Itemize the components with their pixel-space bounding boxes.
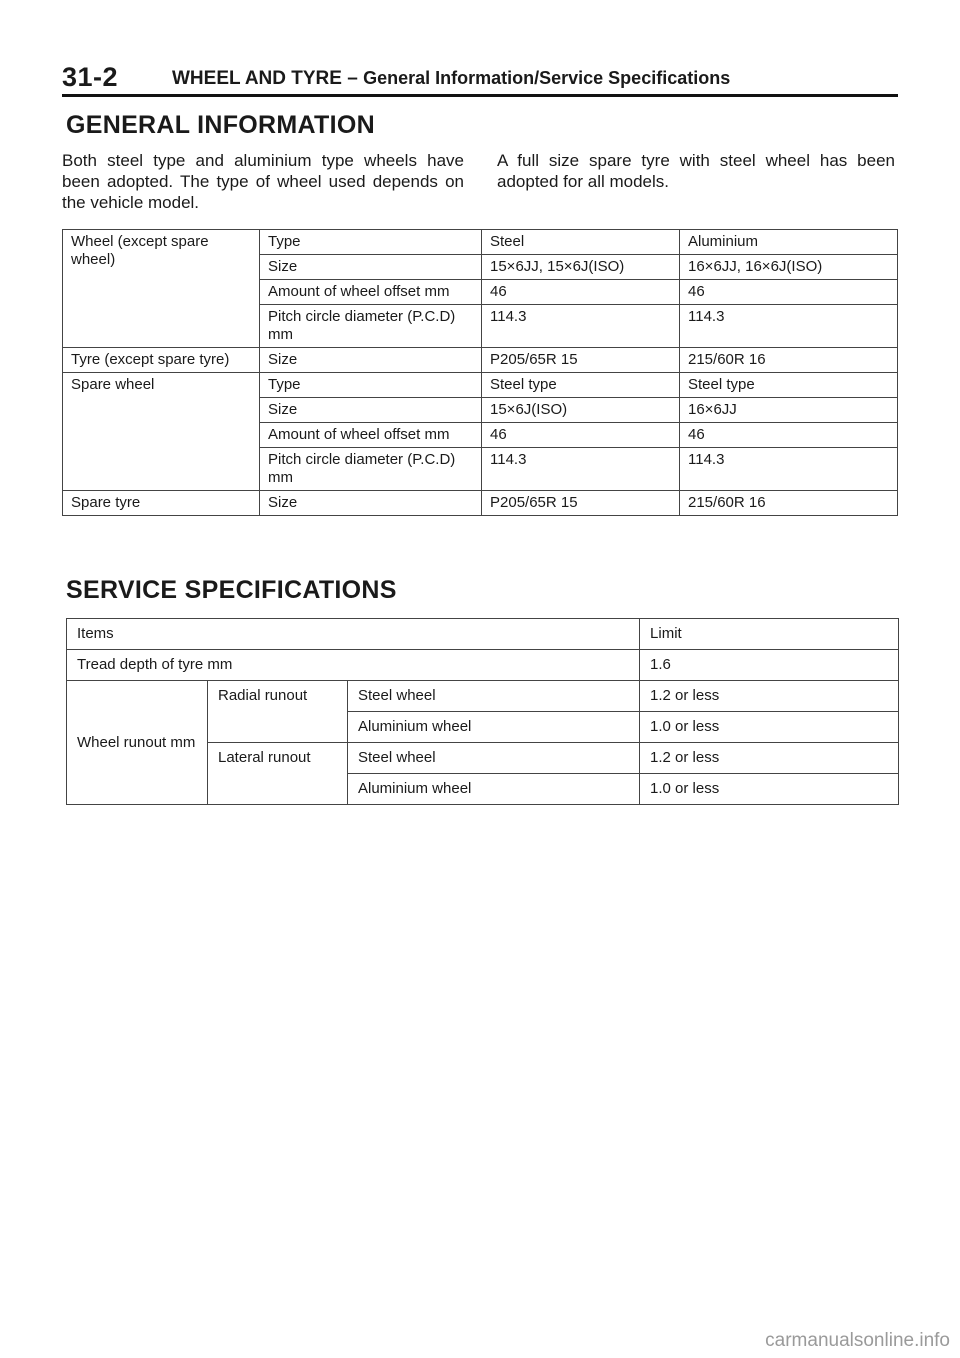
wheel-type: Aluminium wheel <box>348 712 640 743</box>
row-item: Type <box>260 373 482 398</box>
aluminium-value: 46 <box>680 280 898 305</box>
service-specifications-heading: SERVICE SPECIFICATIONS <box>66 576 397 604</box>
lateral-runout-label: Lateral runout <box>208 743 348 805</box>
items-header: Items <box>67 619 640 650</box>
row-item: Amount of wheel offset mm <box>260 423 482 448</box>
table-row <box>63 348 898 373</box>
spare-wheel-group-label: Spare wheel <box>63 373 260 491</box>
spare-tyre-group-label: Spare tyre <box>63 491 260 516</box>
wheel-type: Aluminium wheel <box>348 774 640 805</box>
aluminium-value: 114.3 <box>680 448 898 491</box>
page-title <box>172 68 730 90</box>
row-item: Size <box>260 255 482 280</box>
table-row <box>67 650 899 681</box>
general-info-table <box>62 229 898 516</box>
title-subtitle: General Information/Service Specifications <box>363 68 731 88</box>
page-header <box>62 58 898 97</box>
table-row <box>63 230 898 255</box>
steel-value: P205/65R 15 <box>482 348 680 373</box>
row-item: Size <box>260 491 482 516</box>
wheel-type: Steel wheel <box>348 681 640 712</box>
title-dash: – <box>347 68 358 89</box>
steel-value: Steel <box>482 230 680 255</box>
aluminium-value: Steel type <box>680 373 898 398</box>
service-spec-table <box>66 618 899 805</box>
intro-left-paragraph: Both steel type and aluminium type wheels have been adopted. The type of wheel used depends on the vehicle model. <box>62 151 464 212</box>
wheel-type: Steel wheel <box>348 743 640 774</box>
steel-value: 46 <box>482 280 680 305</box>
table-row <box>63 373 898 398</box>
tread-depth-label: Tread depth of tyre mm <box>67 650 640 681</box>
row-item: Type <box>260 230 482 255</box>
row-item: Size <box>260 348 482 373</box>
aluminium-value: Aluminium <box>680 230 898 255</box>
runout-limit: 1.0 or less <box>640 774 899 805</box>
wheel-runout-label: Wheel runout mm <box>67 681 208 805</box>
site-watermark: carmanualsonline.info <box>765 1330 950 1351</box>
table-row <box>63 491 898 516</box>
wheel-group-label: Wheel (except spare wheel) <box>63 230 260 348</box>
table-header-row <box>67 619 899 650</box>
steel-value: 15×6J(ISO) <box>482 398 680 423</box>
aluminium-value: 46 <box>680 423 898 448</box>
aluminium-value: 16×6JJ, 16×6J(ISO) <box>680 255 898 280</box>
steel-value: 15×6JJ, 15×6J(ISO) <box>482 255 680 280</box>
aluminium-value: 16×6JJ <box>680 398 898 423</box>
aluminium-value: 215/60R 16 <box>680 491 898 516</box>
runout-limit: 1.0 or less <box>640 712 899 743</box>
radial-runout-label: Radial runout <box>208 681 348 743</box>
tread-depth-limit: 1.6 <box>640 650 899 681</box>
steel-value: Steel type <box>482 373 680 398</box>
table-row <box>67 681 899 712</box>
row-item: Pitch circle diameter (P.C.D) mm <box>260 448 482 491</box>
intro-right-paragraph: A full size spare tyre with steel wheel has been adopted for all models. <box>497 151 895 191</box>
runout-limit: 1.2 or less <box>640 743 899 774</box>
row-item: Size <box>260 398 482 423</box>
steel-value: 46 <box>482 423 680 448</box>
row-item: Pitch circle diameter (P.C.D) mm <box>260 305 482 348</box>
general-information-heading: GENERAL INFORMATION <box>66 111 375 139</box>
runout-limit: 1.2 or less <box>640 681 899 712</box>
title-main: WHEEL AND TYRE <box>172 68 342 89</box>
tyre-group-label: Tyre (except spare tyre) <box>63 348 260 373</box>
limit-header: Limit <box>640 619 899 650</box>
steel-value: P205/65R 15 <box>482 491 680 516</box>
page-number: 31-2 <box>62 62 119 92</box>
row-item: Amount of wheel offset mm <box>260 280 482 305</box>
steel-value: 114.3 <box>482 305 680 348</box>
aluminium-value: 114.3 <box>680 305 898 348</box>
aluminium-value: 215/60R 16 <box>680 348 898 373</box>
steel-value: 114.3 <box>482 448 680 491</box>
